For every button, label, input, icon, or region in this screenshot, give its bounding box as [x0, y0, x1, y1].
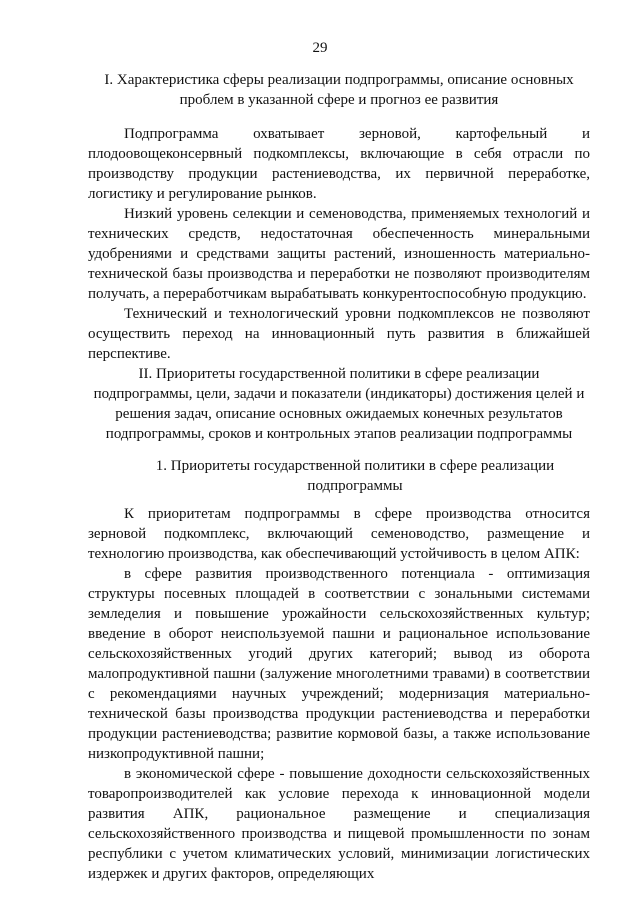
- subsection-1-paragraph: в сфере развития производственного потенциала - оптимизация структуры посевных площадей в соответствии с зональными системами земледелия и повышение урожайности сельскохозяйственных культур; введение в оборот неиспользуемой пашни и рациональное использование сельскохозяйственных угодий других категорий; вывод из оборота малопродуктивной пашни (залужение многолетними травами) в соответствии с рекомендациями научных учреждений; модернизация материально-технической базы производства продукции растениеводства и переработки продукции растениеводства; развитие кормовой базы, а также использование низкопродуктивной пашни;: [88, 566, 590, 762]
- section-2-title-line-3: решения задач, описание основных ожидаемых конечных результатов: [115, 406, 563, 422]
- subsection-1-body: [88, 504, 590, 884]
- section-2-title-line-1: II. Приоритеты государственной политики в сфере реализации: [138, 366, 540, 382]
- subsection-1-paragraph: в экономической сфере - повышение доходности сельскохозяйственных товаропроизводителей как условие перехода к инновационной модели развития АПК, рациональное размещение и специализация сельскохозяйственного производства и пищевой промышленности по зонам республики с учетом климатических условий, минимизации логистических издержек и других факторов, определяющих: [88, 766, 590, 882]
- section-1-paragraph: Низкий уровень селекции и семеноводства, применяемых технологий и технических средств, недостаточная обеспеченность минеральными удобрениями и средствами защиты растений, изношенность материально-технической базы производства и переработки не позволяют производителям получать, а переработчикам вырабатывать конкурентоспособную продукцию.: [88, 206, 590, 302]
- section-1-title: [88, 70, 590, 110]
- section-2-title-line-2: подпрограммы, цели, задачи и показатели (индикаторы) достижения целей и: [93, 386, 585, 402]
- subsection-1-title-line-2: подпрограммы: [307, 478, 403, 494]
- section-2-title-line-4: подпрограммы, сроков и контрольных этапов реализации подпрограммы: [105, 426, 573, 442]
- section-2-title: [88, 364, 590, 444]
- section-1-title-line-2: проблем в указанной сфере и прогноз ее развития: [179, 92, 499, 108]
- subsection-1-paragraph: К приоритетам подпрограммы в сфере производства относится зерновой подкомплекс, включающий семеноводство, размещение и технологию производства, как обеспечивающий устойчивость в целом АПК:: [88, 506, 590, 562]
- section-1-paragraph: Технический и технологический уровни подкомплексов не позволяют осуществить переход на инновационный путь развития в ближайшей перспективе.: [88, 306, 590, 362]
- subsection-1-title-line-1: 1. Приоритеты государственной политики в сфере реализации: [155, 458, 555, 474]
- section-1-paragraph: Подпрограмма охватывает зерновой, картофельный и плодоовощеконсервный подкомплексы, включающие в себя отрасли по производству продукции растениеводства, их первичной переработке, логистику и регулирование рынков.: [88, 126, 590, 202]
- section-1-body: [88, 124, 590, 364]
- page-number: 29: [312, 40, 328, 56]
- section-1-title-line-1: I. Характеристика сферы реализации подпрограммы, описание основных: [104, 72, 574, 88]
- subsection-1-title: [120, 456, 590, 496]
